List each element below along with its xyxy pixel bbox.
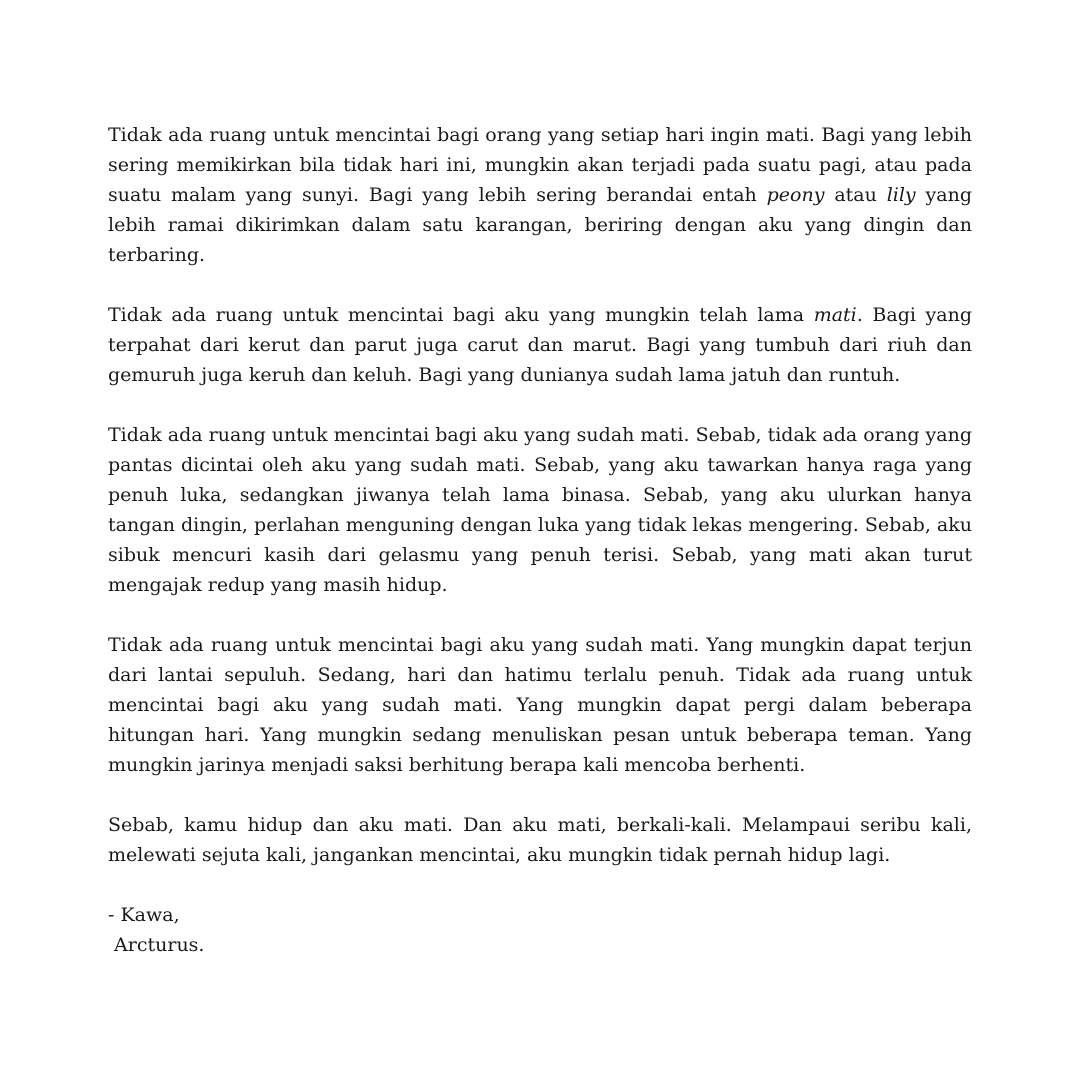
paragraph-2 <box>108 300 972 390</box>
paragraph-text: Sebab, kamu hidup dan aku mati. Dan aku mati, berkali-kali. Melampaui seribu kali, melewati sejuta kali, jangankan mencintai, aku mungkin tidak pernah hidup lagi. <box>108 814 972 866</box>
signature-name: Arcturus. <box>108 934 205 956</box>
paragraph-4 <box>108 630 972 780</box>
paragraph-1 <box>108 120 972 270</box>
signature-author: - Kawa, <box>108 904 180 926</box>
paragraph-text: Tidak ada ruang untuk mencintai bagi aku yang sudah mati. Sebab, tidak ada orang yang pantas dicintai oleh aku yang sudah mati. Sebab, yang aku tawarkan hanya raga yang penuh luka, sedangkan jiwanya telah lama binasa. Sebab, yang aku ulurkan hanya tangan dingin, perlahan menguning dengan luka yang tidak lekas mengering. Sebab, aku sibuk mencuri kasih dari gelasmu yang penuh terisi. Sebab, yang mati akan turut mengajak redup yang masih hidup. <box>108 424 972 596</box>
paragraph-text: . Bagi yang terpahat dari kerut dan parut juga carut dan marut. Bagi yang tumbuh dari riuh dan gemuruh juga keruh dan keluh. Bagi yang dunianya sudah lama jatuh dan runtuh. <box>108 304 972 386</box>
paragraph-text: atau <box>824 184 887 206</box>
paragraph-text: yang lebih ramai dikirimkan dalam satu karangan, beriring dengan aku yang dingin dan terbaring. <box>108 184 972 266</box>
paragraph-text: Tidak ada ruang untuk mencintai bagi orang yang setiap hari ingin mati. Bagi yang lebih sering memikirkan bila tidak hari ini, mungkin akan terjadi pada suatu pagi, atau pada suatu malam yang sunyi. Bagi yang lebih sering berandai entah <box>108 124 972 206</box>
italic-word: mati <box>813 304 857 326</box>
italic-word: lily <box>886 184 916 206</box>
paragraph-text: Tidak ada ruang untuk mencintai bagi aku yang mungkin telah lama <box>108 304 814 326</box>
paragraph-text: Tidak ada ruang untuk mencintai bagi aku yang sudah mati. Yang mungkin dapat terjun dari lantai sepuluh. Sedang, hari dan hatimu terlalu penuh. Tidak ada ruang untuk mencintai bagi aku yang sudah mati. Yang mungkin dapat pergi dalam beberapa hitungan hari. Yang mungkin sedang menuliskan pesan untuk beberapa teman. Yang mungkin jarinya menjadi saksi berhitung berapa kali mencoba berhenti. <box>108 634 972 776</box>
italic-word: peony <box>766 184 825 206</box>
paragraph-5 <box>108 810 972 870</box>
signature <box>108 900 972 960</box>
poem-page <box>108 120 972 960</box>
paragraph-3 <box>108 420 972 600</box>
